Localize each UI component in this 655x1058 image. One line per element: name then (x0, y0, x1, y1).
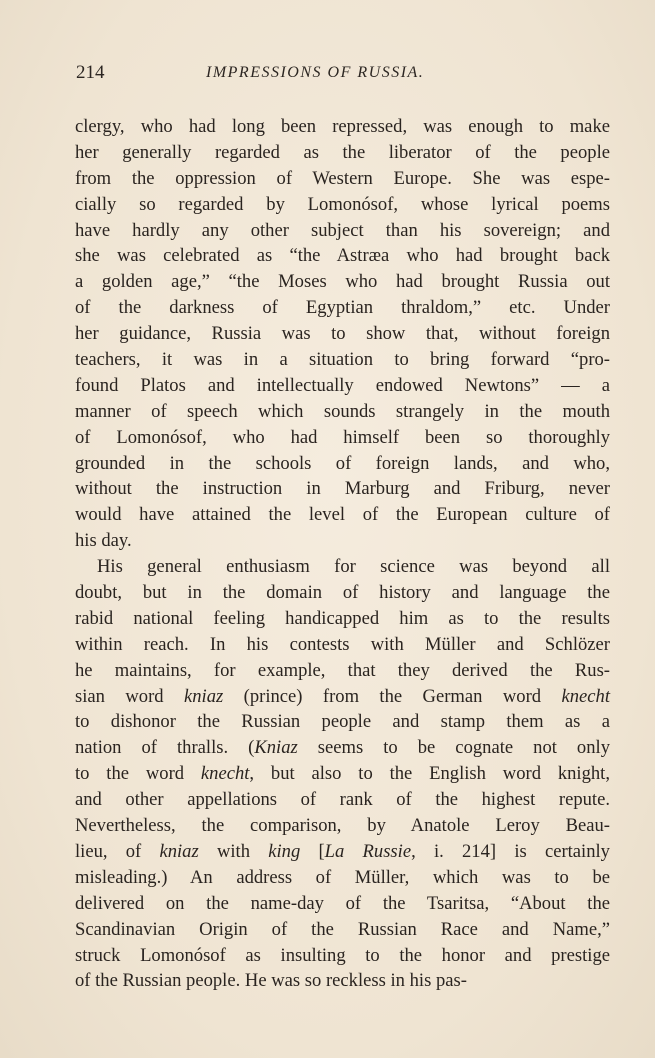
text-run: His general enthusiasm for science was beyond all (97, 556, 610, 578)
text-run: of the Russian people. He was so reckless in his pas- (75, 970, 467, 992)
text-run: struck Lomonósof as insulting to the honor and prestige (75, 944, 610, 966)
body-text (75, 114, 610, 994)
text-run: without the instruction in Marburg and Friburg, never (75, 478, 610, 500)
text-run: and other appellations of rank of the highest repute. (75, 789, 610, 811)
text-line (75, 321, 610, 347)
text-line (75, 658, 610, 684)
text-run: her guidance, Russia was to show that, without foreign (75, 323, 610, 345)
text-run: [ (300, 840, 325, 862)
text-line (75, 709, 610, 735)
text-run: of the darkness of Egyptian thraldom,” etc. Under (75, 297, 610, 319)
text-line (75, 295, 610, 321)
text-run: , i. 214] is certainly (411, 840, 610, 862)
paragraph (75, 554, 610, 994)
text-run: clergy, who had long been repressed, was enough to make (75, 116, 610, 137)
text-line (75, 528, 610, 554)
text-line (75, 787, 610, 813)
page-header (76, 62, 610, 88)
text-line (75, 269, 610, 295)
text-line (75, 839, 610, 865)
text-run: sian word (75, 685, 184, 707)
text-run: would have attained the level of the European culture of (75, 504, 610, 526)
text-line (75, 632, 610, 658)
italic-text: La Russie (324, 840, 412, 862)
text-run: found Platos and intellectually endowed Newtons” — a (75, 374, 610, 396)
text-line (75, 347, 610, 373)
text-run: to the word (75, 763, 201, 785)
text-run: he maintains, for example, that they derived the Rus- (75, 659, 610, 681)
text-run: teachers, it was in a situation to bring forward “pro- (75, 349, 610, 371)
text-line (75, 580, 610, 606)
text-run: of Lomonósof, who had himself been so thoroughly (75, 426, 610, 448)
text-line (75, 735, 610, 761)
text-line (75, 243, 610, 269)
text-run: she was celebrated as “the Astræa who had brought back (75, 245, 610, 267)
text-line (75, 192, 610, 218)
text-line (75, 373, 610, 399)
page-number: 214 (76, 62, 105, 83)
text-line (75, 865, 610, 891)
text-run: lieu, of (75, 840, 160, 862)
text-line (75, 476, 610, 502)
text-line (75, 451, 610, 477)
paragraph (75, 114, 610, 554)
text-line (75, 166, 610, 192)
text-run: a golden age,” “the Moses who had brought Russia out (75, 271, 610, 293)
text-line (75, 140, 610, 166)
text-line (75, 943, 610, 969)
text-run: , but also to the English word knight, (249, 763, 610, 785)
text-run: seems to be cognate not only (297, 737, 610, 759)
text-line (75, 606, 610, 632)
italic-text: knecht (561, 685, 610, 707)
text-run: manner of speech which sounds strangely in the mouth (75, 400, 610, 422)
italic-text: Kniaz (254, 737, 298, 759)
text-line (75, 399, 610, 425)
italic-text: knecht (200, 763, 250, 785)
running-title: IMPRESSIONS OF RUSSIA. (206, 64, 425, 81)
text-run: delivered on the name-day of the Tsaritsa, “About the (75, 892, 610, 914)
italic-text: kniaz (183, 685, 224, 707)
text-run: Scandinavian Origin of the Russian Race and Name,” (75, 918, 610, 940)
text-line (75, 968, 610, 994)
text-line (75, 554, 610, 580)
text-run: grounded in the schools of foreign lands, and who, (75, 452, 610, 474)
text-run: within reach. In his contests with Müller and Schlözer (75, 633, 610, 655)
text-line (75, 502, 610, 528)
text-line (75, 114, 610, 140)
text-run: doubt, but in the domain of history and language the (75, 582, 610, 604)
text-run: her generally regarded as the liberator of the people (75, 141, 610, 163)
text-run: his day. (75, 530, 132, 552)
text-line (75, 761, 610, 787)
text-run: nation of thralls. ( (75, 737, 255, 759)
text-run: have hardly any other subject than his sovereign; and (75, 219, 610, 241)
italic-text: kniaz (159, 840, 199, 862)
text-run: Nevertheless, the comparison, by Anatole Leroy Beau- (75, 815, 610, 837)
text-line (75, 425, 610, 451)
text-run: cially so regarded by Lomonósof, whose lyrical poems (75, 193, 610, 215)
text-run: to dishonor the Russian people and stamp them as a (75, 711, 610, 733)
text-line (75, 218, 610, 244)
text-run: with (198, 840, 269, 862)
italic-text: king (268, 840, 301, 862)
text-run: misleading.) An address of Müller, which was to be (75, 866, 610, 888)
text-run: (prince) from the German word (223, 685, 562, 707)
text-line (75, 891, 610, 917)
text-run: rabid national feeling handicapped him as to the results (75, 607, 610, 629)
text-line (75, 813, 610, 839)
text-line (75, 917, 610, 943)
text-run: from the oppression of Western Europe. She was espe- (75, 167, 610, 189)
text-line (75, 684, 610, 710)
